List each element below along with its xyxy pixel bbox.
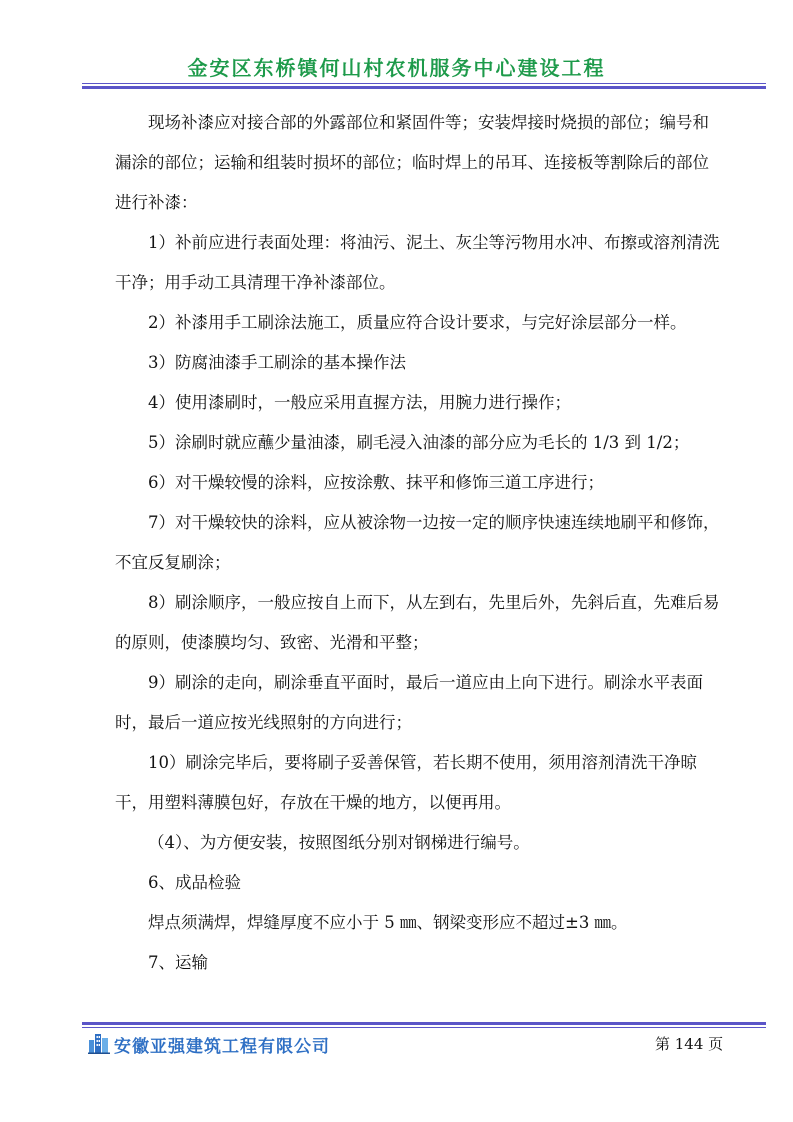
- paragraph: 7、运输: [148, 953, 208, 972]
- building-logo-icon: [88, 1030, 110, 1054]
- header-rule-thick: [82, 86, 766, 89]
- paragraph: 10）刷涂完毕后，要将刷子妥善保管，若长期不使用，须用溶剂清洗干净晾干，用塑料薄膜包好，存放在干燥的地方，以便再用。: [115, 753, 697, 812]
- paragraph: 7）对干燥较快的涂料，应从被涂物一边按一定的顺序快速连续地刷平和修饰，不宜反复刷涂；: [115, 513, 720, 572]
- paragraph: 焊点须满焊，焊缝厚度不应小于 5 ㎜、钢梁变形应不超过±3 ㎜。: [148, 913, 628, 932]
- paragraph: 现场补漆应对接合部的外露部位和紧固件等；安装焊接时烧损的部位；编号和漏涂的部位；运输和组装时损坏的部位；临时焊上的吊耳、连接板等割除后的部位进行补漆：: [115, 113, 709, 212]
- document-header-title: 金安区东桥镇何山村农机服务中心建设工程: [187, 56, 606, 80]
- paragraph: 6）对干燥较慢的涂料，应按涂敷、抹平和修饰三道工序进行；: [148, 473, 604, 492]
- footer-page-number: 第 144 页: [655, 1035, 724, 1053]
- paragraph: 9）刷涂的走向，刷涂垂直平面时，最后一道应由上向下进行。刷涂水平表面时，最后一道应按光线照射的方向进行；: [115, 673, 703, 732]
- document-body: [115, 103, 721, 983]
- footer-rule-thin: [82, 1027, 766, 1028]
- paragraph: 3）防腐油漆手工刷涂的基本操作法: [148, 353, 406, 372]
- header-rule-thin: [82, 83, 766, 84]
- paragraph: 1）补前应进行表面处理：将油污、泥土、灰尘等污物用水冲、布擦或溶剂清洗干净；用手动工具清理干净补漆部位。: [115, 233, 720, 292]
- paragraph: 6、成品检验: [148, 873, 241, 892]
- paragraph: 4）使用漆刷时，一般应采用直握方法，用腕力进行操作；: [148, 393, 571, 412]
- paragraph: 2）补漆用手工刷涂法施工，质量应符合设计要求，与完好涂层部分一样。: [148, 313, 687, 332]
- footer-company-name: 安徽亚强建筑工程有限公司: [114, 1037, 330, 1057]
- footer-rule-thick: [82, 1022, 766, 1025]
- paragraph: 5）涂刷时就应蘸少量油漆，刷毛浸入油漆的部分应为毛长的 1/3 到 1/2；: [148, 433, 690, 452]
- paragraph: （4）、为方便安装，按照图纸分别对钢梯进行编号。: [148, 833, 530, 852]
- paragraph: 8）刷涂顺序，一般应按自上而下，从左到右，先里后外，先斜后直，先难后易的原则，使漆膜均匀、致密、光滑和平整；: [115, 593, 720, 652]
